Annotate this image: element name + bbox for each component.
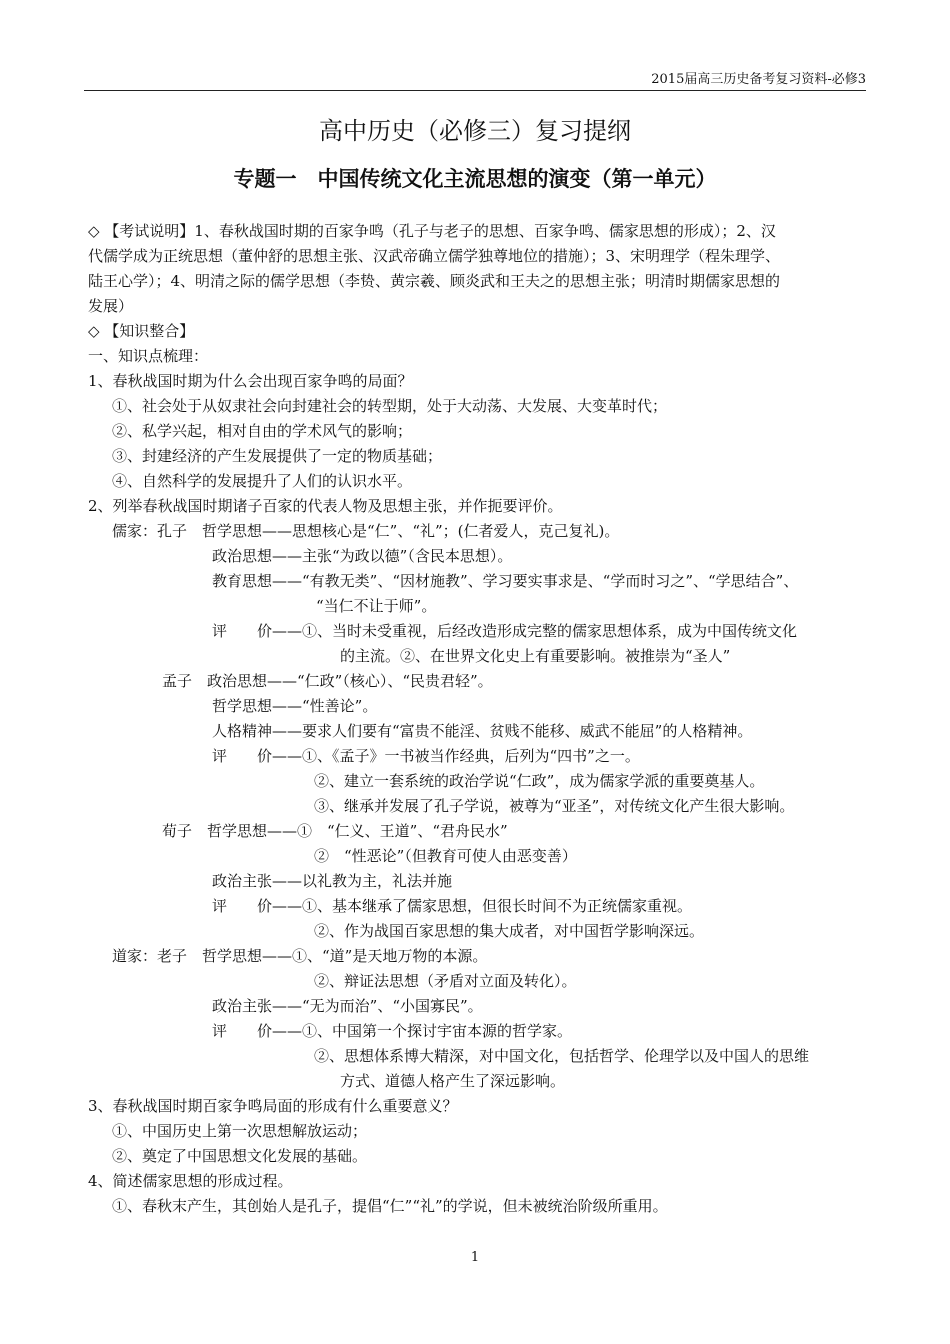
text-line: 评 价——①、中国第一个探讨宇宙本源的哲学家。 xyxy=(212,1022,573,1040)
text-line: 教育思想——“有教无类”、“因材施教”、学习要实事求是、“学而时习之”、“学思结合”、 xyxy=(212,572,799,590)
text-line: 政治主张——以礼教为主，礼法并施 xyxy=(212,872,453,890)
document-title: 高中历史（必修三）复习提纲 xyxy=(319,117,631,145)
text-line: 3、春秋战国时期百家争鸣局面的形成有什么重要意义？ xyxy=(88,1097,458,1115)
text-line: ②、奠定了中国思想文化发展的基础。 xyxy=(112,1147,368,1165)
text-line: ② “性恶论”（但教育可使人由恶变善） xyxy=(314,847,577,865)
text-line: 4、简述儒家思想的形成过程。 xyxy=(88,1172,293,1190)
text-line: 1、春秋战国时期为什么会出现百家争鸣的局面？ xyxy=(88,372,413,390)
text-line: ②、建立一套系统的政治学说“仁政”，成为儒家学派的重要奠基人。 xyxy=(314,772,765,790)
running-header: 2015届高三历史备考复习资料-必修3 xyxy=(651,72,866,87)
text-line: 儒家：孔子 哲学思想——思想核心是“仁”、“礼”；(仁者爱人，克己复礼)。 xyxy=(112,522,620,540)
text-line: ◇ 【考试说明】1、春秋战国时期的百家争鸣（孔子与老子的思想、百家争鸣、儒家思想的形成）；2、汉 xyxy=(88,222,776,240)
text-line: ③、继承并发展了孔子学说，被尊为“亚圣”，对传统文化产生很大影响。 xyxy=(314,797,795,815)
text-line: 一、知识点梳理： xyxy=(88,347,209,365)
text-line: 代儒学成为正统思想（董仲舒的思想主张、汉武帝确立儒学独尊地位的措施）；3、宋明理学（程朱理学、 xyxy=(88,247,781,265)
text-line: 的主流。②、在世界文化史上有重要影响。被推崇为“圣人” xyxy=(340,647,731,665)
text-line: 哲学思想——“性善论”。 xyxy=(212,697,378,715)
text-line: ①、社会处于从奴隶社会向封建社会的转型期，处于大动荡、大发展、大变革时代； xyxy=(112,397,668,415)
text-line: 评 价——①、基本继承了儒家思想，但很长时间不为正统儒家重视。 xyxy=(212,897,693,915)
text-line: 荀子 哲学思想——① “仁义、王道”、“君舟民水” xyxy=(162,822,508,840)
text-line: 人格精神——要求人们要有“富贵不能淫、贫贱不能移、威武不能屈”的人格精神。 xyxy=(212,722,753,740)
text-line: 政治思想——主张“为政以德”（含民本思想）。 xyxy=(212,547,513,565)
text-line: ②、作为战国百家思想的集大成者，对中国哲学影响深远。 xyxy=(314,922,705,940)
text-line: ②、辩证法思想（矛盾对立面及转化）。 xyxy=(314,972,577,990)
text-line: ④、自然科学的发展提升了人们的认识水平。 xyxy=(112,472,413,490)
text-line: 孟子 政治思想——“仁政”（核心）、“民贵君轻”。 xyxy=(162,672,493,690)
page-number: 1 xyxy=(470,1250,480,1265)
text-line: 方式、道德人格产生了深远影响。 xyxy=(340,1072,566,1090)
text-line: “当仁不让于师”。 xyxy=(316,597,437,615)
text-line: ①、春秋末产生，其创始人是孔子，提倡“仁”“礼”的学说，但未被统治阶级所重用。 xyxy=(112,1197,668,1215)
text-line: 政治主张——“无为而治”、“小国寡民”。 xyxy=(212,997,483,1015)
text-line: ◇ 【知识整合】 xyxy=(88,322,195,340)
text-line: ①、中国历史上第一次思想解放运动； xyxy=(112,1122,368,1140)
text-line: 发展） xyxy=(88,297,134,315)
header-rule xyxy=(84,90,866,91)
text-line: ②、私学兴起，相对自由的学术风气的影响； xyxy=(112,422,413,440)
text-line: 陆王心学）；4、明清之际的儒学思想（李贽、黄宗羲、顾炎武和王夫之的思想主张；明清时期儒家思想的 xyxy=(88,272,781,290)
text-line: 评 价——①、当时未受重视，后经改造形成完整的儒家思想体系，成为中国传统文化 xyxy=(212,622,798,640)
text-line: ②、思想体系博大精深，对中国文化，包括哲学、伦理学以及中国人的思维 xyxy=(314,1047,810,1065)
document-subtitle: 专题一 中国传统文化主流思想的演变（第一单元） xyxy=(233,167,717,191)
text-line: 道家：老子 哲学思想——①、“道”是天地万物的本源。 xyxy=(112,947,488,965)
text-line: 评 价——①、《孟子》一书被当作经典，后列为“四书”之一。 xyxy=(212,747,640,765)
text-line: ③、封建经济的产生发展提供了一定的物质基础； xyxy=(112,447,443,465)
text-line: 2、列举春秋战国时期诸子百家的代表人物及思想主张，并作扼要评价。 xyxy=(88,497,563,515)
